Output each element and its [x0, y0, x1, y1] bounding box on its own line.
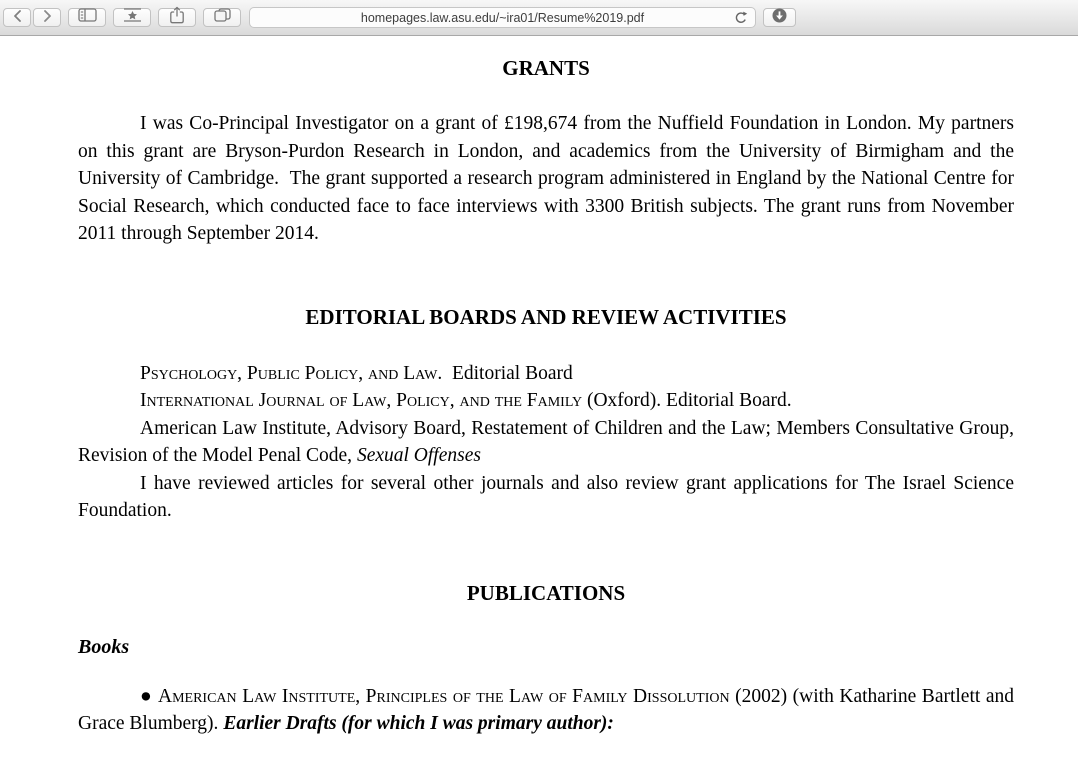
browser-toolbar	[0, 0, 1078, 36]
text-run: EDITORIAL BOARDS AND REVIEW ACTIVITIES	[305, 304, 787, 329]
text-run: International Journal of Law, Policy, and the Family	[140, 390, 583, 411]
text-run: Psychology, Public Policy, and Law.	[140, 362, 443, 384]
text-run: I have reviewed articles for several other journals and also review grant applications for The Israel Science Foundation.	[78, 472, 1014, 521]
text-run: (2002) (with Katharine Bartlett and Grace Blumberg).	[78, 685, 1014, 734]
sidebar-icon	[78, 8, 97, 27]
address-bar[interactable]	[249, 7, 756, 28]
share-icon	[169, 6, 185, 29]
sidebar-button[interactable]	[68, 8, 106, 27]
text-run: I was Co-Principal Investigator on a grant of £198,674 from the Nuffield Foundation in London. My partners on this grant are Bryson-Purdon Research in London, and academics from the University of Birmigham and the University of Cambridge. The grant supported a research program administered in England by the National Centre for Social Research, which conducted face to face interviews with 3300 British subjects. The grant runs from November 2011 through September 2014.	[78, 113, 1014, 244]
text-run: Earlier Drafts (for which I was primary author):	[223, 713, 614, 734]
text-run: Editorial Board	[442, 362, 573, 384]
text-run: Books	[78, 635, 130, 658]
journal-line-psychology	[78, 360, 1014, 388]
text-run: PUBLICATIONS	[466, 580, 626, 605]
pdf-page	[0, 36, 1078, 768]
text-run: American Law Institute, Advisory Board, Restatement of Children and the Law; Members Consultative Group, Revision of the Model Penal Code,	[78, 417, 1014, 466]
download-icon	[772, 8, 787, 28]
forward-button[interactable]	[33, 8, 61, 27]
review-paragraph	[78, 470, 1014, 525]
book-entry-ali-principles	[78, 683, 1014, 738]
tabs-icon	[214, 8, 231, 27]
publications-heading	[78, 581, 1014, 605]
favorites-icon	[123, 8, 142, 27]
text-run: GRANTS	[502, 56, 590, 80]
journal-line-international	[78, 387, 1014, 415]
forward-icon	[43, 9, 52, 27]
editorial-boards-heading	[78, 305, 1014, 329]
reload-icon[interactable]	[734, 11, 748, 30]
resume-document	[78, 56, 1014, 738]
favorites-button[interactable]	[113, 8, 151, 27]
back-icon	[13, 9, 22, 27]
text-run: ●	[140, 685, 159, 707]
back-button[interactable]	[3, 8, 31, 27]
text-run: American Law Institute, Principles of the Law of Family Dissolution	[158, 685, 730, 707]
text-run: Sexual Offenses	[356, 445, 481, 466]
text-run: (Oxford). Editorial Board.	[582, 390, 792, 411]
tabs-button[interactable]	[203, 8, 241, 27]
grants-paragraph	[78, 110, 1014, 248]
grants-heading	[78, 56, 1014, 80]
books-subheading	[78, 635, 1014, 660]
share-button[interactable]	[158, 8, 196, 27]
address-bar-url[interactable]: homepages.law.asu.edu/~ira01/Resume%2019.pdf	[360, 10, 645, 25]
ali-paragraph	[78, 415, 1014, 470]
downloads-button[interactable]	[763, 8, 796, 27]
